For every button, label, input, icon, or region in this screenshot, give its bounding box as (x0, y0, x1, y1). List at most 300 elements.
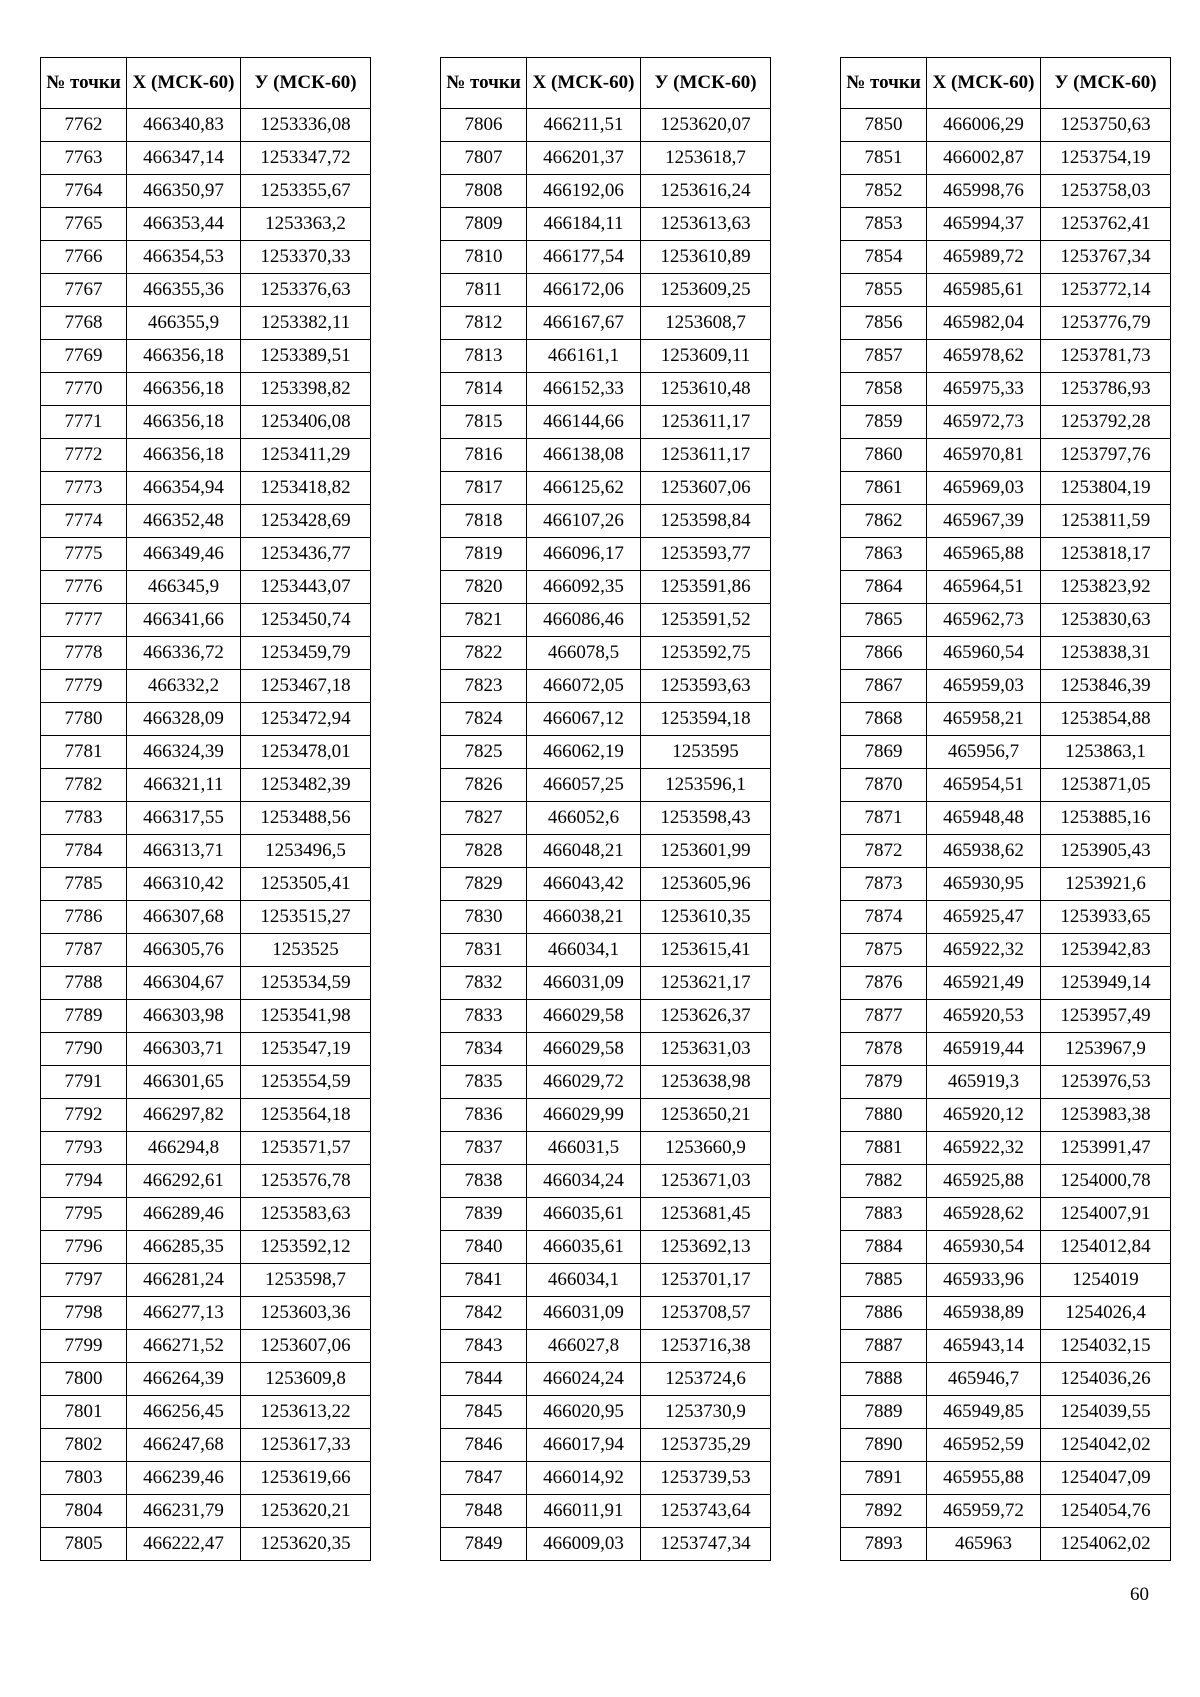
y-coordinate-cell: 1253608,7 (641, 307, 771, 340)
x-coordinate-cell: 466177,54 (527, 241, 641, 274)
table-row (41, 868, 371, 901)
x-coordinate-cell: 466256,45 (127, 1396, 241, 1429)
x-coordinate-cell: 466355,9 (127, 307, 241, 340)
point-number-cell: 7785 (41, 868, 127, 901)
y-coordinate-cell: 1253758,03 (1041, 175, 1171, 208)
point-number-cell: 7798 (41, 1297, 127, 1330)
table-row (41, 1165, 371, 1198)
table-row (441, 1396, 771, 1429)
point-number-cell: 7873 (841, 868, 927, 901)
y-coordinate-cell: 1253776,79 (1041, 307, 1171, 340)
x-coordinate-cell: 465969,03 (927, 472, 1041, 505)
y-coordinate-cell: 1253671,03 (641, 1165, 771, 1198)
y-coordinate-cell: 1253467,18 (241, 670, 371, 703)
x-coordinate-cell: 466006,29 (927, 109, 1041, 142)
x-coordinate-cell: 466031,09 (527, 1297, 641, 1330)
y-coordinate-cell: 1253541,98 (241, 1000, 371, 1033)
x-coordinate-cell: 466086,46 (527, 604, 641, 637)
point-number-cell: 7836 (441, 1099, 527, 1132)
y-coordinate-cell: 1253618,7 (641, 142, 771, 175)
point-number-cell: 7860 (841, 439, 927, 472)
point-number-cell: 7858 (841, 373, 927, 406)
table-row (41, 1462, 371, 1495)
y-coordinate-cell: 1253613,22 (241, 1396, 371, 1429)
header-point-number: № точки (441, 58, 527, 109)
x-coordinate-cell: 465989,72 (927, 241, 1041, 274)
point-number-cell: 7863 (841, 538, 927, 571)
y-coordinate-cell: 1253610,89 (641, 241, 771, 274)
table-row (841, 340, 1171, 373)
point-number-cell: 7885 (841, 1264, 927, 1297)
y-coordinate-cell: 1253933,65 (1041, 901, 1171, 934)
table-row (441, 175, 771, 208)
x-coordinate-cell: 466035,61 (527, 1198, 641, 1231)
point-number-cell: 7787 (41, 934, 127, 967)
y-coordinate-cell: 1253976,53 (1041, 1066, 1171, 1099)
y-coordinate-cell: 1253611,17 (641, 439, 771, 472)
table-row (41, 967, 371, 1000)
x-coordinate-cell: 466347,14 (127, 142, 241, 175)
table-row (441, 307, 771, 340)
y-coordinate-cell: 1253626,37 (641, 1000, 771, 1033)
x-coordinate-cell: 466277,13 (127, 1297, 241, 1330)
x-coordinate-cell: 466289,46 (127, 1198, 241, 1231)
x-coordinate-cell: 466072,05 (527, 670, 641, 703)
x-coordinate-cell: 466031,09 (527, 967, 641, 1000)
y-coordinate-cell: 1253478,01 (241, 736, 371, 769)
table-row (841, 868, 1171, 901)
point-number-cell: 7841 (441, 1264, 527, 1297)
point-number-cell: 7778 (41, 637, 127, 670)
point-number-cell: 7792 (41, 1099, 127, 1132)
point-number-cell: 7861 (841, 472, 927, 505)
point-number-cell: 7870 (841, 769, 927, 802)
x-coordinate-cell: 466264,39 (127, 1363, 241, 1396)
x-coordinate-cell: 466353,44 (127, 208, 241, 241)
table-row (841, 835, 1171, 868)
point-number-cell: 7799 (41, 1330, 127, 1363)
y-coordinate-cell: 1253811,59 (1041, 505, 1171, 538)
x-coordinate-cell: 466078,5 (527, 637, 641, 670)
table-row (441, 1330, 771, 1363)
point-number-cell: 7816 (441, 439, 527, 472)
point-number-cell: 7783 (41, 802, 127, 835)
x-coordinate-cell: 466035,61 (527, 1231, 641, 1264)
table-row (41, 1429, 371, 1462)
table-row (41, 604, 371, 637)
x-coordinate-cell: 466247,68 (127, 1429, 241, 1462)
x-coordinate-cell: 466057,25 (527, 769, 641, 802)
table-row (841, 571, 1171, 604)
table-row (41, 1528, 371, 1561)
y-coordinate-cell: 1253957,49 (1041, 1000, 1171, 1033)
point-number-cell: 7810 (441, 241, 527, 274)
x-coordinate-cell: 466096,17 (527, 538, 641, 571)
point-number-cell: 7880 (841, 1099, 927, 1132)
x-coordinate-cell: 466354,94 (127, 472, 241, 505)
point-number-cell: 7891 (841, 1462, 927, 1495)
y-coordinate-cell: 1253609,11 (641, 340, 771, 373)
point-number-cell: 7804 (41, 1495, 127, 1528)
point-number-cell: 7811 (441, 274, 527, 307)
y-coordinate-cell: 1253607,06 (241, 1330, 371, 1363)
point-number-cell: 7806 (441, 109, 527, 142)
y-coordinate-cell: 1253621,17 (641, 967, 771, 1000)
x-coordinate-cell: 466067,12 (527, 703, 641, 736)
x-coordinate-cell: 466092,35 (527, 571, 641, 604)
point-number-cell: 7877 (841, 1000, 927, 1033)
y-coordinate-cell: 1253620,35 (241, 1528, 371, 1561)
x-coordinate-cell: 466336,72 (127, 637, 241, 670)
y-coordinate-cell: 1253418,82 (241, 472, 371, 505)
x-coordinate-cell: 465959,72 (927, 1495, 1041, 1528)
x-coordinate-cell: 466292,61 (127, 1165, 241, 1198)
table-row (841, 307, 1171, 340)
point-number-cell: 7769 (41, 340, 127, 373)
x-coordinate-cell: 466354,53 (127, 241, 241, 274)
x-coordinate-cell: 465955,88 (927, 1462, 1041, 1495)
table-row (841, 670, 1171, 703)
table-row (841, 1198, 1171, 1231)
x-coordinate-cell: 466324,39 (127, 736, 241, 769)
x-coordinate-cell: 466034,1 (527, 934, 641, 967)
y-coordinate-cell: 1253660,9 (641, 1132, 771, 1165)
table-row (41, 406, 371, 439)
point-number-cell: 7771 (41, 406, 127, 439)
point-number-cell: 7781 (41, 736, 127, 769)
point-number-cell: 7881 (841, 1132, 927, 1165)
point-number-cell: 7872 (841, 835, 927, 868)
point-number-cell: 7823 (441, 670, 527, 703)
x-coordinate-cell: 466297,82 (127, 1099, 241, 1132)
point-number-cell: 7859 (841, 406, 927, 439)
point-number-cell: 7773 (41, 472, 127, 505)
table-row (441, 967, 771, 1000)
x-coordinate-cell: 465948,48 (927, 802, 1041, 835)
point-number-cell: 7763 (41, 142, 127, 175)
point-number-cell: 7777 (41, 604, 127, 637)
y-coordinate-cell: 1253389,51 (241, 340, 371, 373)
y-coordinate-cell: 1253534,59 (241, 967, 371, 1000)
y-coordinate-cell: 1253598,84 (641, 505, 771, 538)
x-coordinate-cell: 465965,88 (927, 538, 1041, 571)
y-coordinate-cell: 1253591,86 (641, 571, 771, 604)
table-row (441, 142, 771, 175)
y-coordinate-cell: 1253846,39 (1041, 670, 1171, 703)
point-number-cell: 7886 (841, 1297, 927, 1330)
header-x-coordinate: X (МСК-60) (127, 58, 241, 109)
table-row (41, 439, 371, 472)
x-coordinate-cell: 466301,65 (127, 1066, 241, 1099)
table-row (441, 1198, 771, 1231)
y-coordinate-cell: 1253596,1 (641, 769, 771, 802)
header-point-number: № точки (41, 58, 127, 109)
table-row (841, 901, 1171, 934)
y-coordinate-cell: 1253818,17 (1041, 538, 1171, 571)
table-row (841, 802, 1171, 835)
x-coordinate-cell: 466043,42 (527, 868, 641, 901)
table-row (841, 1297, 1171, 1330)
point-number-cell: 7882 (841, 1165, 927, 1198)
y-coordinate-cell: 1253459,79 (241, 637, 371, 670)
y-coordinate-cell: 1253411,29 (241, 439, 371, 472)
header-row (41, 58, 371, 109)
x-coordinate-cell: 465994,37 (927, 208, 1041, 241)
y-coordinate-cell: 1253747,34 (641, 1528, 771, 1561)
point-number-cell: 7817 (441, 472, 527, 505)
y-coordinate-cell: 1253525 (241, 934, 371, 967)
table-row (41, 1099, 371, 1132)
y-coordinate-cell: 1254019 (1041, 1264, 1171, 1297)
point-number-cell: 7770 (41, 373, 127, 406)
table-row (841, 439, 1171, 472)
x-coordinate-cell: 466356,18 (127, 373, 241, 406)
table-row (41, 505, 371, 538)
table-row (441, 868, 771, 901)
y-coordinate-cell: 1253609,25 (641, 274, 771, 307)
x-coordinate-cell: 466271,52 (127, 1330, 241, 1363)
x-coordinate-cell: 465920,12 (927, 1099, 1041, 1132)
point-number-cell: 7765 (41, 208, 127, 241)
x-coordinate-cell: 466034,1 (527, 1264, 641, 1297)
x-coordinate-cell: 465998,76 (927, 175, 1041, 208)
table-row (841, 1066, 1171, 1099)
y-coordinate-cell: 1253615,41 (641, 934, 771, 967)
y-coordinate-cell: 1253591,52 (641, 604, 771, 637)
x-coordinate-cell: 466011,91 (527, 1495, 641, 1528)
x-coordinate-cell: 466172,06 (527, 274, 641, 307)
point-number-cell: 7797 (41, 1264, 127, 1297)
y-coordinate-cell: 1253564,18 (241, 1099, 371, 1132)
x-coordinate-cell: 466355,36 (127, 274, 241, 307)
x-coordinate-cell: 466352,48 (127, 505, 241, 538)
table-row (441, 1462, 771, 1495)
point-number-cell: 7805 (41, 1528, 127, 1561)
table-row (41, 1297, 371, 1330)
x-coordinate-cell: 465963 (927, 1528, 1041, 1561)
table-row (841, 109, 1171, 142)
point-number-cell: 7794 (41, 1165, 127, 1198)
y-coordinate-cell: 1253767,34 (1041, 241, 1171, 274)
point-number-cell: 7856 (841, 307, 927, 340)
y-coordinate-cell: 1253363,2 (241, 208, 371, 241)
point-number-cell: 7875 (841, 934, 927, 967)
point-number-cell: 7884 (841, 1231, 927, 1264)
point-number-cell: 7848 (441, 1495, 527, 1528)
table-row (441, 406, 771, 439)
table-row (441, 1495, 771, 1528)
point-number-cell: 7828 (441, 835, 527, 868)
y-coordinate-cell: 1253772,14 (1041, 274, 1171, 307)
x-coordinate-cell: 465928,62 (927, 1198, 1041, 1231)
table-row (41, 703, 371, 736)
table-row (41, 736, 371, 769)
y-coordinate-cell: 1253607,06 (641, 472, 771, 505)
point-number-cell: 7762 (41, 109, 127, 142)
x-coordinate-cell: 466285,35 (127, 1231, 241, 1264)
table-row (441, 538, 771, 571)
table-row (841, 274, 1171, 307)
y-coordinate-cell: 1254032,15 (1041, 1330, 1171, 1363)
y-coordinate-cell: 1253496,5 (241, 835, 371, 868)
y-coordinate-cell: 1253617,33 (241, 1429, 371, 1462)
table-row (41, 571, 371, 604)
point-number-cell: 7789 (41, 1000, 127, 1033)
table-row (441, 274, 771, 307)
point-number-cell: 7889 (841, 1396, 927, 1429)
table-row (441, 604, 771, 637)
point-number-cell: 7818 (441, 505, 527, 538)
y-coordinate-cell: 1254054,76 (1041, 1495, 1171, 1528)
coordinates-table-1 (40, 57, 371, 1561)
y-coordinate-cell: 1253450,74 (241, 604, 371, 637)
x-coordinate-cell: 466350,97 (127, 175, 241, 208)
y-coordinate-cell: 1253692,13 (641, 1231, 771, 1264)
x-coordinate-cell: 466281,24 (127, 1264, 241, 1297)
point-number-cell: 7812 (441, 307, 527, 340)
table-row (441, 637, 771, 670)
table-row (841, 373, 1171, 406)
table-row (41, 1231, 371, 1264)
x-coordinate-cell: 466303,71 (127, 1033, 241, 1066)
x-coordinate-cell: 466024,24 (527, 1363, 641, 1396)
y-coordinate-cell: 1254000,78 (1041, 1165, 1171, 1198)
point-number-cell: 7888 (841, 1363, 927, 1396)
y-coordinate-cell: 1253593,63 (641, 670, 771, 703)
y-coordinate-cell: 1253382,11 (241, 307, 371, 340)
x-coordinate-cell: 465930,54 (927, 1231, 1041, 1264)
x-coordinate-cell: 466239,46 (127, 1462, 241, 1495)
table-row (41, 142, 371, 175)
point-number-cell: 7844 (441, 1363, 527, 1396)
x-coordinate-cell: 465925,47 (927, 901, 1041, 934)
x-coordinate-cell: 466048,21 (527, 835, 641, 868)
x-coordinate-cell: 466020,95 (527, 1396, 641, 1429)
x-coordinate-cell: 466317,55 (127, 802, 241, 835)
point-number-cell: 7768 (41, 307, 127, 340)
point-number-cell: 7775 (41, 538, 127, 571)
x-coordinate-cell: 466192,06 (527, 175, 641, 208)
point-number-cell: 7776 (41, 571, 127, 604)
y-coordinate-cell: 1253443,07 (241, 571, 371, 604)
y-coordinate-cell: 1253854,88 (1041, 703, 1171, 736)
y-coordinate-cell: 1254007,91 (1041, 1198, 1171, 1231)
point-number-cell: 7801 (41, 1396, 127, 1429)
x-coordinate-cell: 465975,33 (927, 373, 1041, 406)
table-row (841, 1429, 1171, 1462)
x-coordinate-cell: 466201,37 (527, 142, 641, 175)
point-number-cell: 7835 (441, 1066, 527, 1099)
point-number-cell: 7832 (441, 967, 527, 1000)
y-coordinate-cell: 1253605,96 (641, 868, 771, 901)
y-coordinate-cell: 1253547,19 (241, 1033, 371, 1066)
table-row (441, 1231, 771, 1264)
y-coordinate-cell: 1253619,66 (241, 1462, 371, 1495)
point-number-cell: 7774 (41, 505, 127, 538)
table-row (441, 670, 771, 703)
table-row (441, 208, 771, 241)
x-coordinate-cell: 466305,76 (127, 934, 241, 967)
x-coordinate-cell: 465964,51 (927, 571, 1041, 604)
point-number-cell: 7868 (841, 703, 927, 736)
point-number-cell: 7786 (41, 901, 127, 934)
table-row (841, 1330, 1171, 1363)
table-row (41, 208, 371, 241)
table-row (841, 142, 1171, 175)
point-number-cell: 7892 (841, 1495, 927, 1528)
table-row (841, 1165, 1171, 1198)
table-row (441, 1132, 771, 1165)
y-coordinate-cell: 1253336,08 (241, 109, 371, 142)
point-number-cell: 7827 (441, 802, 527, 835)
table-row (841, 208, 1171, 241)
point-number-cell: 7790 (41, 1033, 127, 1066)
table-row (841, 1264, 1171, 1297)
point-number-cell: 7788 (41, 967, 127, 1000)
x-coordinate-cell: 466307,68 (127, 901, 241, 934)
point-number-cell: 7815 (441, 406, 527, 439)
x-coordinate-cell: 465919,3 (927, 1066, 1041, 1099)
x-coordinate-cell: 465985,61 (927, 274, 1041, 307)
y-coordinate-cell: 1253631,03 (641, 1033, 771, 1066)
y-coordinate-cell: 1253905,43 (1041, 835, 1171, 868)
x-coordinate-cell: 466138,08 (527, 439, 641, 472)
x-coordinate-cell: 466034,24 (527, 1165, 641, 1198)
table-row (41, 175, 371, 208)
point-number-cell: 7795 (41, 1198, 127, 1231)
y-coordinate-cell: 1253942,83 (1041, 934, 1171, 967)
y-coordinate-cell: 1253593,77 (641, 538, 771, 571)
x-coordinate-cell: 465938,89 (927, 1297, 1041, 1330)
y-coordinate-cell: 1253616,24 (641, 175, 771, 208)
point-number-cell: 7845 (441, 1396, 527, 1429)
table-row (41, 1264, 371, 1297)
table-row (41, 769, 371, 802)
point-number-cell: 7852 (841, 175, 927, 208)
y-coordinate-cell: 1253786,93 (1041, 373, 1171, 406)
x-coordinate-cell: 466031,5 (527, 1132, 641, 1165)
y-coordinate-cell: 1253724,6 (641, 1363, 771, 1396)
y-coordinate-cell: 1253472,94 (241, 703, 371, 736)
x-coordinate-cell: 465972,73 (927, 406, 1041, 439)
x-coordinate-cell: 466294,8 (127, 1132, 241, 1165)
table-row (41, 538, 371, 571)
point-number-cell: 7830 (441, 901, 527, 934)
y-coordinate-cell: 1254026,4 (1041, 1297, 1171, 1330)
table-row (841, 406, 1171, 439)
point-number-cell: 7846 (441, 1429, 527, 1462)
point-number-cell: 7780 (41, 703, 127, 736)
table-row (441, 241, 771, 274)
point-number-cell: 7831 (441, 934, 527, 967)
table-row (41, 109, 371, 142)
table-row (441, 769, 771, 802)
table-row (41, 274, 371, 307)
table-row (441, 1264, 771, 1297)
x-coordinate-cell: 465962,73 (927, 604, 1041, 637)
table-row (841, 1099, 1171, 1132)
table-row (841, 1462, 1171, 1495)
x-coordinate-cell: 466167,67 (527, 307, 641, 340)
x-coordinate-cell: 466038,21 (527, 901, 641, 934)
y-coordinate-cell: 1253505,41 (241, 868, 371, 901)
x-coordinate-cell: 466356,18 (127, 340, 241, 373)
y-coordinate-cell: 1253611,17 (641, 406, 771, 439)
point-number-cell: 7822 (441, 637, 527, 670)
x-coordinate-cell: 466029,72 (527, 1066, 641, 1099)
y-coordinate-cell: 1254047,09 (1041, 1462, 1171, 1495)
point-number-cell: 7851 (841, 142, 927, 175)
